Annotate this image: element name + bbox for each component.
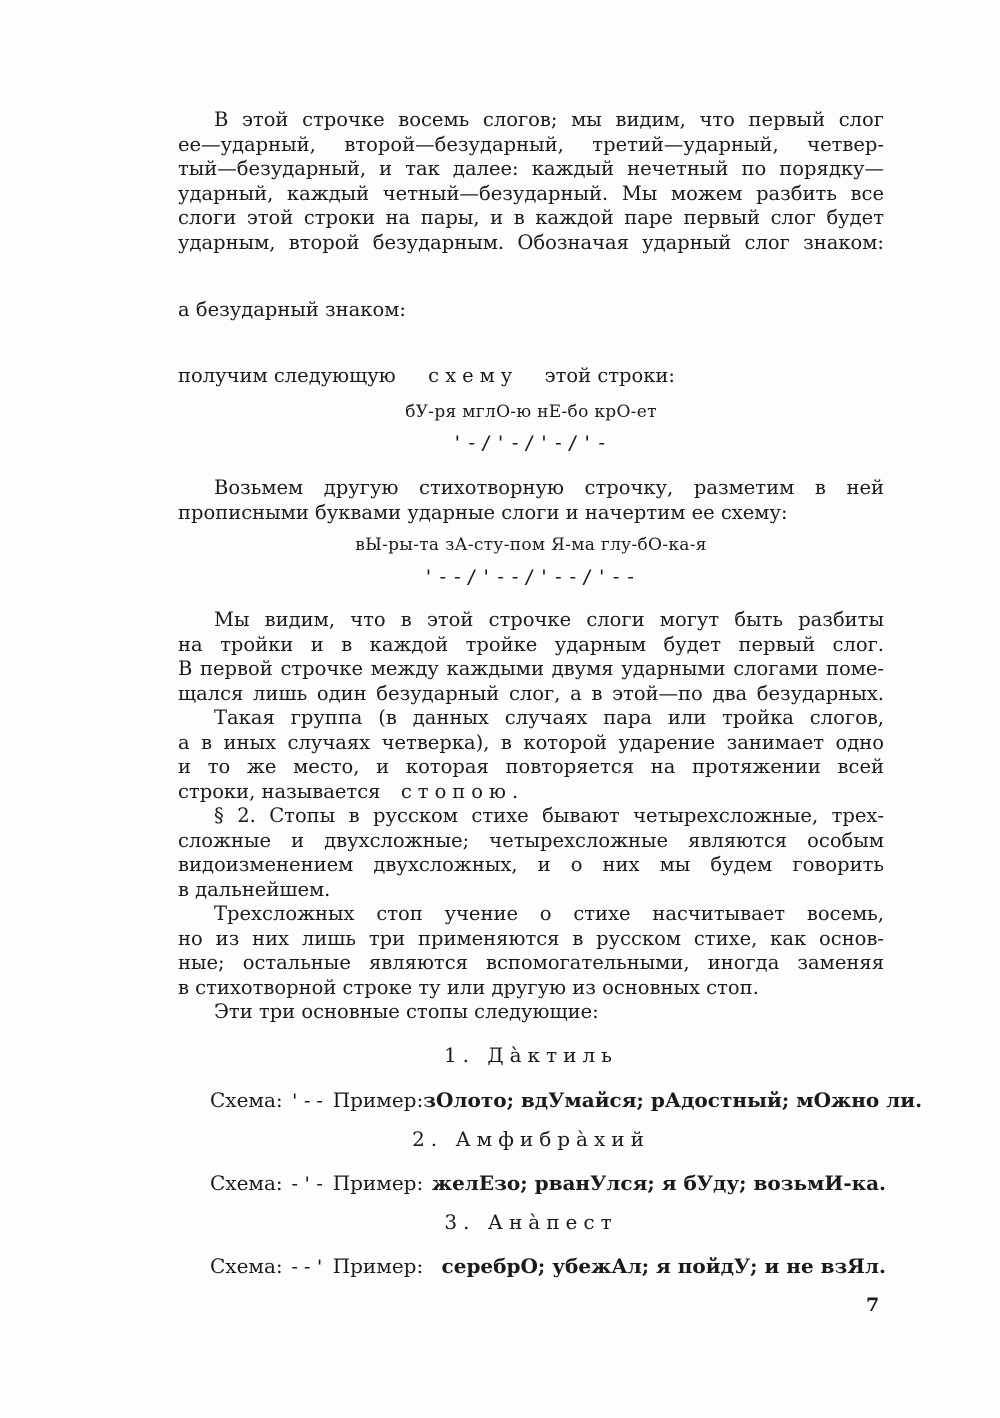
paragraph-another-line (178, 476, 884, 525)
text-line: ее—ударный, второй—безударный, третий—ударный, четвер- (178, 132, 884, 156)
scheme-line-2: '--/'--/'--/'-- (422, 566, 640, 588)
unstressed-sign-line: а безударный знаком: (178, 298, 406, 321)
foot-schema-anapest (210, 1254, 886, 1278)
schema-label: Схема: (210, 1254, 283, 1278)
foot-term: стопою. (400, 779, 525, 803)
schema-intro-suffix: этой строки: (544, 364, 676, 387)
text-line: в стихотворной строке ту или другую из основных стоп. (178, 975, 759, 999)
text-line (178, 780, 884, 805)
text-line: Возьмем другую стихотворную строчку, разметим в ней (214, 476, 884, 499)
foot-definition-prefix: строки, называется (178, 779, 381, 803)
paragraph-triples (178, 608, 884, 706)
foot-title-dactyl: 1. Дàктиль (443, 1043, 619, 1067)
example-line-2: вЫ-ры-та зА-сту-пом Я-ма глу-бО-ка-я (355, 535, 707, 555)
paragraph-section-2 (178, 804, 884, 902)
example-line-1: бУ-ря мглО-ю нЕ-бо крО-ет (405, 402, 657, 422)
text-line: В первой строчке между каждыми двумя ударными слогами поме- (178, 657, 884, 680)
paragraph-syllables (178, 108, 884, 255)
text-line: слоги этой строки на пары, и в каждой паре первый слог будет (178, 206, 884, 229)
schema-intro-spaced-word: схему (428, 364, 519, 387)
foot-schema-dactyl (210, 1088, 923, 1112)
paragraph-three-feet: Эти три основные стопы следующие: (214, 1000, 599, 1023)
text-line: Мы видим, что в этой строчке слоги могут быть разбиты (214, 608, 884, 631)
example-label: Пример: (332, 1254, 424, 1278)
foot-schema-amphibrach (210, 1171, 886, 1195)
foot-example: желЕзо; рванУлся; я бУду; возьмИ-ка. (431, 1171, 886, 1195)
text-line: щался лишь один безударный слог, а в этой—по два безударных. (178, 681, 884, 705)
text-line: но из них лишь три применяются в русском стихе, как основ- (178, 926, 884, 950)
schema-symbol: '-- (289, 1090, 327, 1112)
scheme-line-1: '-/'-/'-/'- (451, 432, 611, 454)
text-line: Такая группа (в данных случаях пара или тройка слогов, (214, 706, 884, 729)
text-line: В этой строчке восемь слогов; мы видим, что первый слог (214, 108, 884, 131)
text-line: ударным, второй безударным. Обозначая ударный слог знаком: (178, 230, 884, 254)
text-line: ударный, каждый четный—безударный. Мы можем разбить все (178, 181, 884, 205)
paragraph-trisyllabic (178, 902, 884, 1000)
text-line: § 2. Стопы в русском стихе бывают четырехсложные, трех- (214, 804, 884, 827)
schema-symbol: -'- (289, 1173, 327, 1195)
text-line: прописными буквами ударные слоги и начертим ее схему: (178, 500, 788, 524)
schema-intro-prefix: получим следующую (178, 364, 396, 387)
example-label: Пример: (332, 1088, 424, 1112)
page-number: 7 (866, 1294, 880, 1316)
text-line: Трехсложных стоп учение о стихе насчитывает восемь, (214, 902, 884, 925)
example-label: Пример: (332, 1171, 424, 1195)
schema-intro-line (178, 364, 675, 387)
text-line: ные; остальные являются вспомогательными, иногда заменяя (178, 951, 884, 974)
text-line: в дальнейшем. (178, 877, 331, 901)
foot-title-amphibrach: 2. Амфибрàхий (412, 1127, 650, 1151)
schema-label: Схема: (210, 1171, 283, 1195)
foot-example: зОлото; вдУмайся; рАдостный; мОжно ли. (423, 1088, 923, 1112)
text-line: сложные и двухсложные; четырехсложные являются особым (178, 828, 884, 852)
schema-symbol: --' (289, 1256, 327, 1278)
text-line: а в иных случаях четверка), в которой ударение занимает одно (178, 730, 884, 754)
text-line: на тройки и в каждой тройке ударным будет первый слог. (178, 632, 884, 656)
schema-label: Схема: (210, 1088, 283, 1112)
text-line: тый—безударный, и так далее: каждый нечетный по порядку— (178, 157, 884, 180)
text-line: и то же место, и которая повторяется на протяжении всей (178, 755, 884, 778)
foot-example: серебрО; убежАл; я пойдУ; и не взЯл. (441, 1254, 886, 1278)
foot-title-anapest: 3. Анàпест (444, 1210, 618, 1234)
paragraph-foot-definition (178, 706, 884, 804)
text-line: видоизменением двухсложных, и о них мы будем говорить (178, 853, 884, 876)
